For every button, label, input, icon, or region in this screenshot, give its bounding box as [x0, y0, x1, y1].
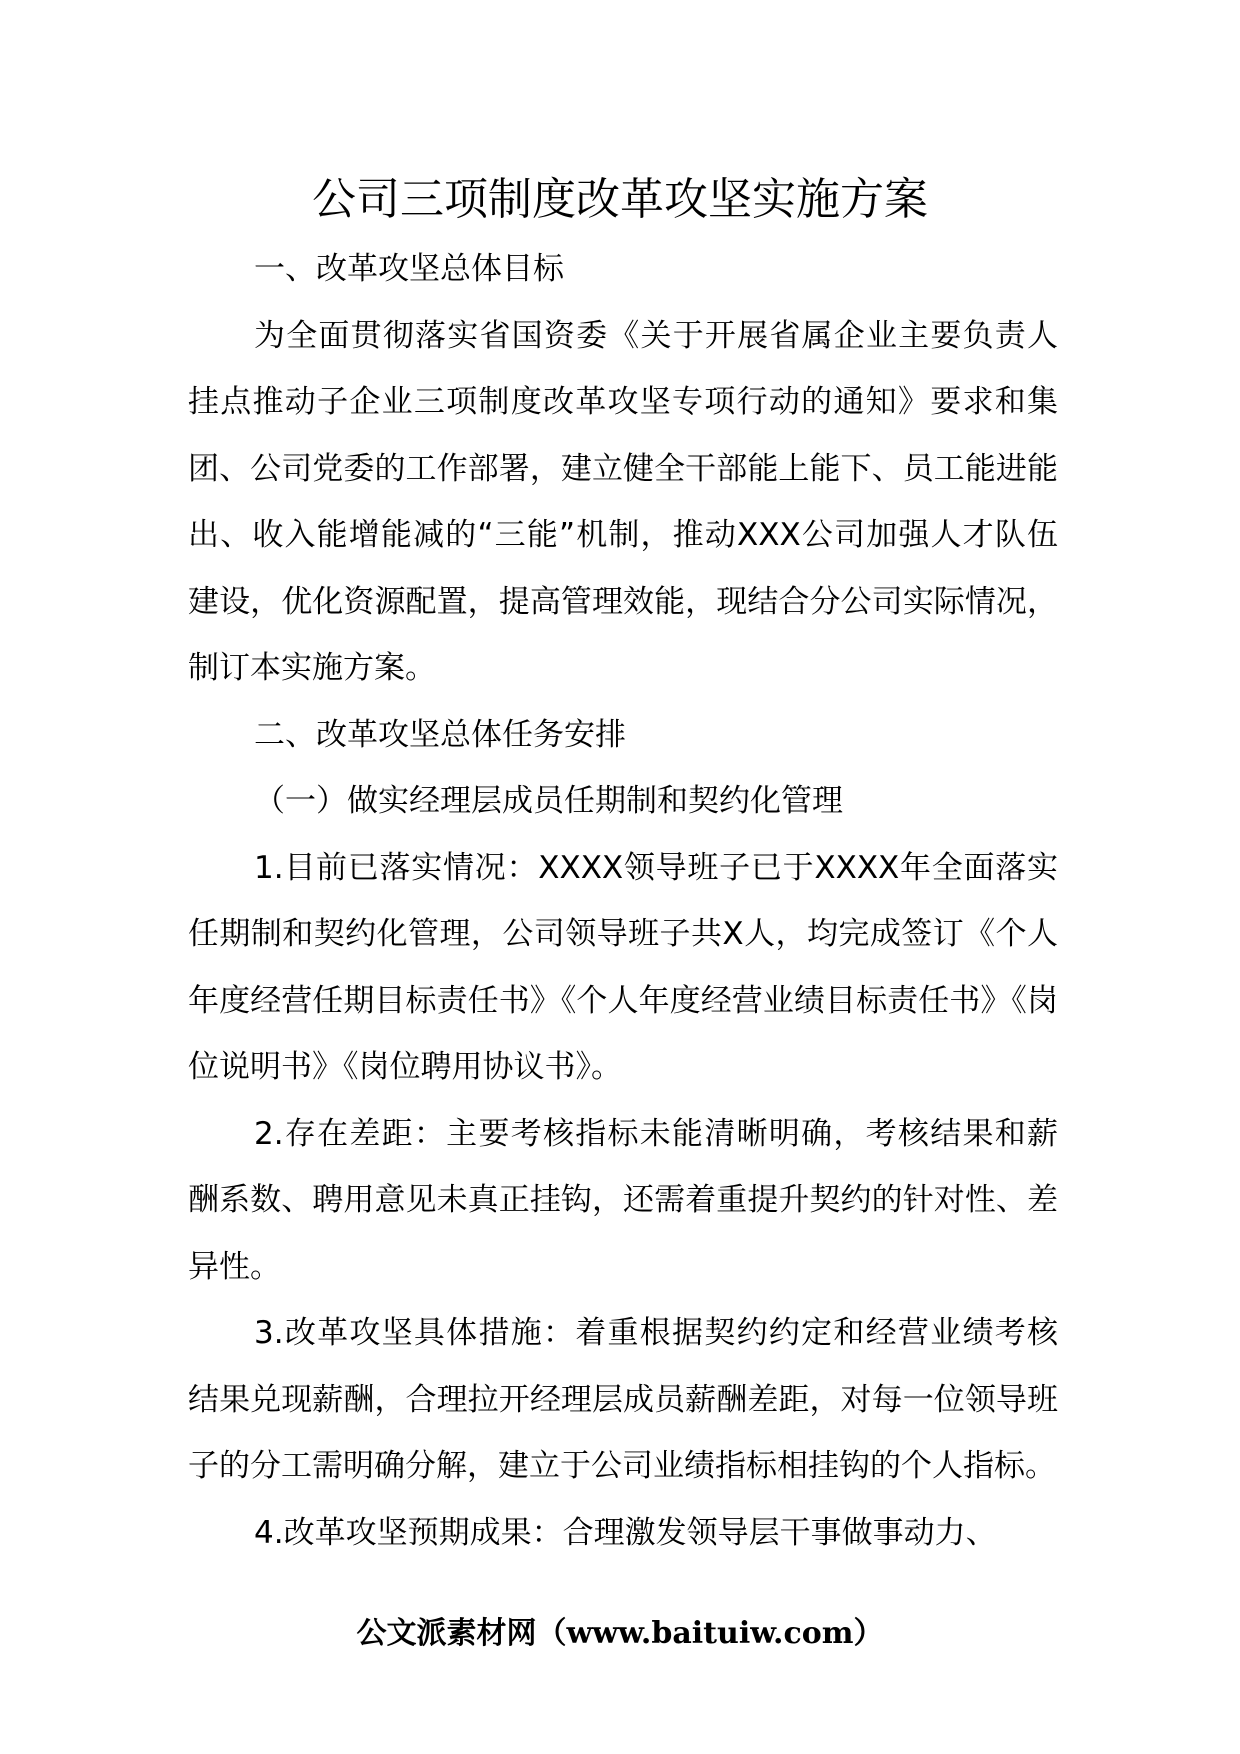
document-body: [188, 236, 1058, 1566]
section-heading-1: 一、改革攻坚总体目标: [254, 251, 564, 287]
section-1-paragraph: 为全面贯彻落实省国资委《关于开展省属企业主要负责人挂点推动子企业三项制度改革攻坚专项行动的通知》要求和集团、公司党委的工作部署，建立健全干部能上能下、员工能进能出、收入能增能减的“三能”机制，推动XXX公司加强人才队伍建设，优化资源配置，提高管理效能，现结合分公司实际情况，制订本实施方案。: [188, 317, 1058, 686]
subsection-heading-1: （一）做实经理层成员任期制和契约化管理: [254, 783, 843, 819]
document-title: 公司三项制度改革攻坚实施方案: [312, 174, 928, 225]
section-heading-2: 二、改革攻坚总体任务安排: [254, 716, 626, 753]
footer-watermark: 公文派素材网（www.baituiw.com）: [356, 1616, 884, 1651]
item-4-paragraph: 4.改革攻坚预期成果：合理激发领导层干事做事动力、: [254, 1514, 997, 1551]
item-2-paragraph: 2.存在差距：主要考核指标未能清晰明确，考核结果和薪酬系数、聘用意见未真正挂钩，还需着重提升契约的针对性、差异性。: [188, 1115, 1058, 1285]
item-3-paragraph: 3.改革攻坚具体措施：着重根据契约约定和经营业绩考核结果兑现薪酬，合理拉开经理层成员薪酬差距，对每一位领导班子的分工需明确分解，建立于公司业绩指标相挂钩的个人指标。: [188, 1315, 1058, 1484]
item-1-paragraph: 1.目前已落实情况：XXXX领导班子已于XXXX年全面落实任期制和契约化管理，公司领导班子共X人，均完成签订《个人年度经营任期目标责任书》《个人年度经营业绩目标责任书》《岗位说明书》《岗位聘用协议书》。: [188, 849, 1058, 1085]
